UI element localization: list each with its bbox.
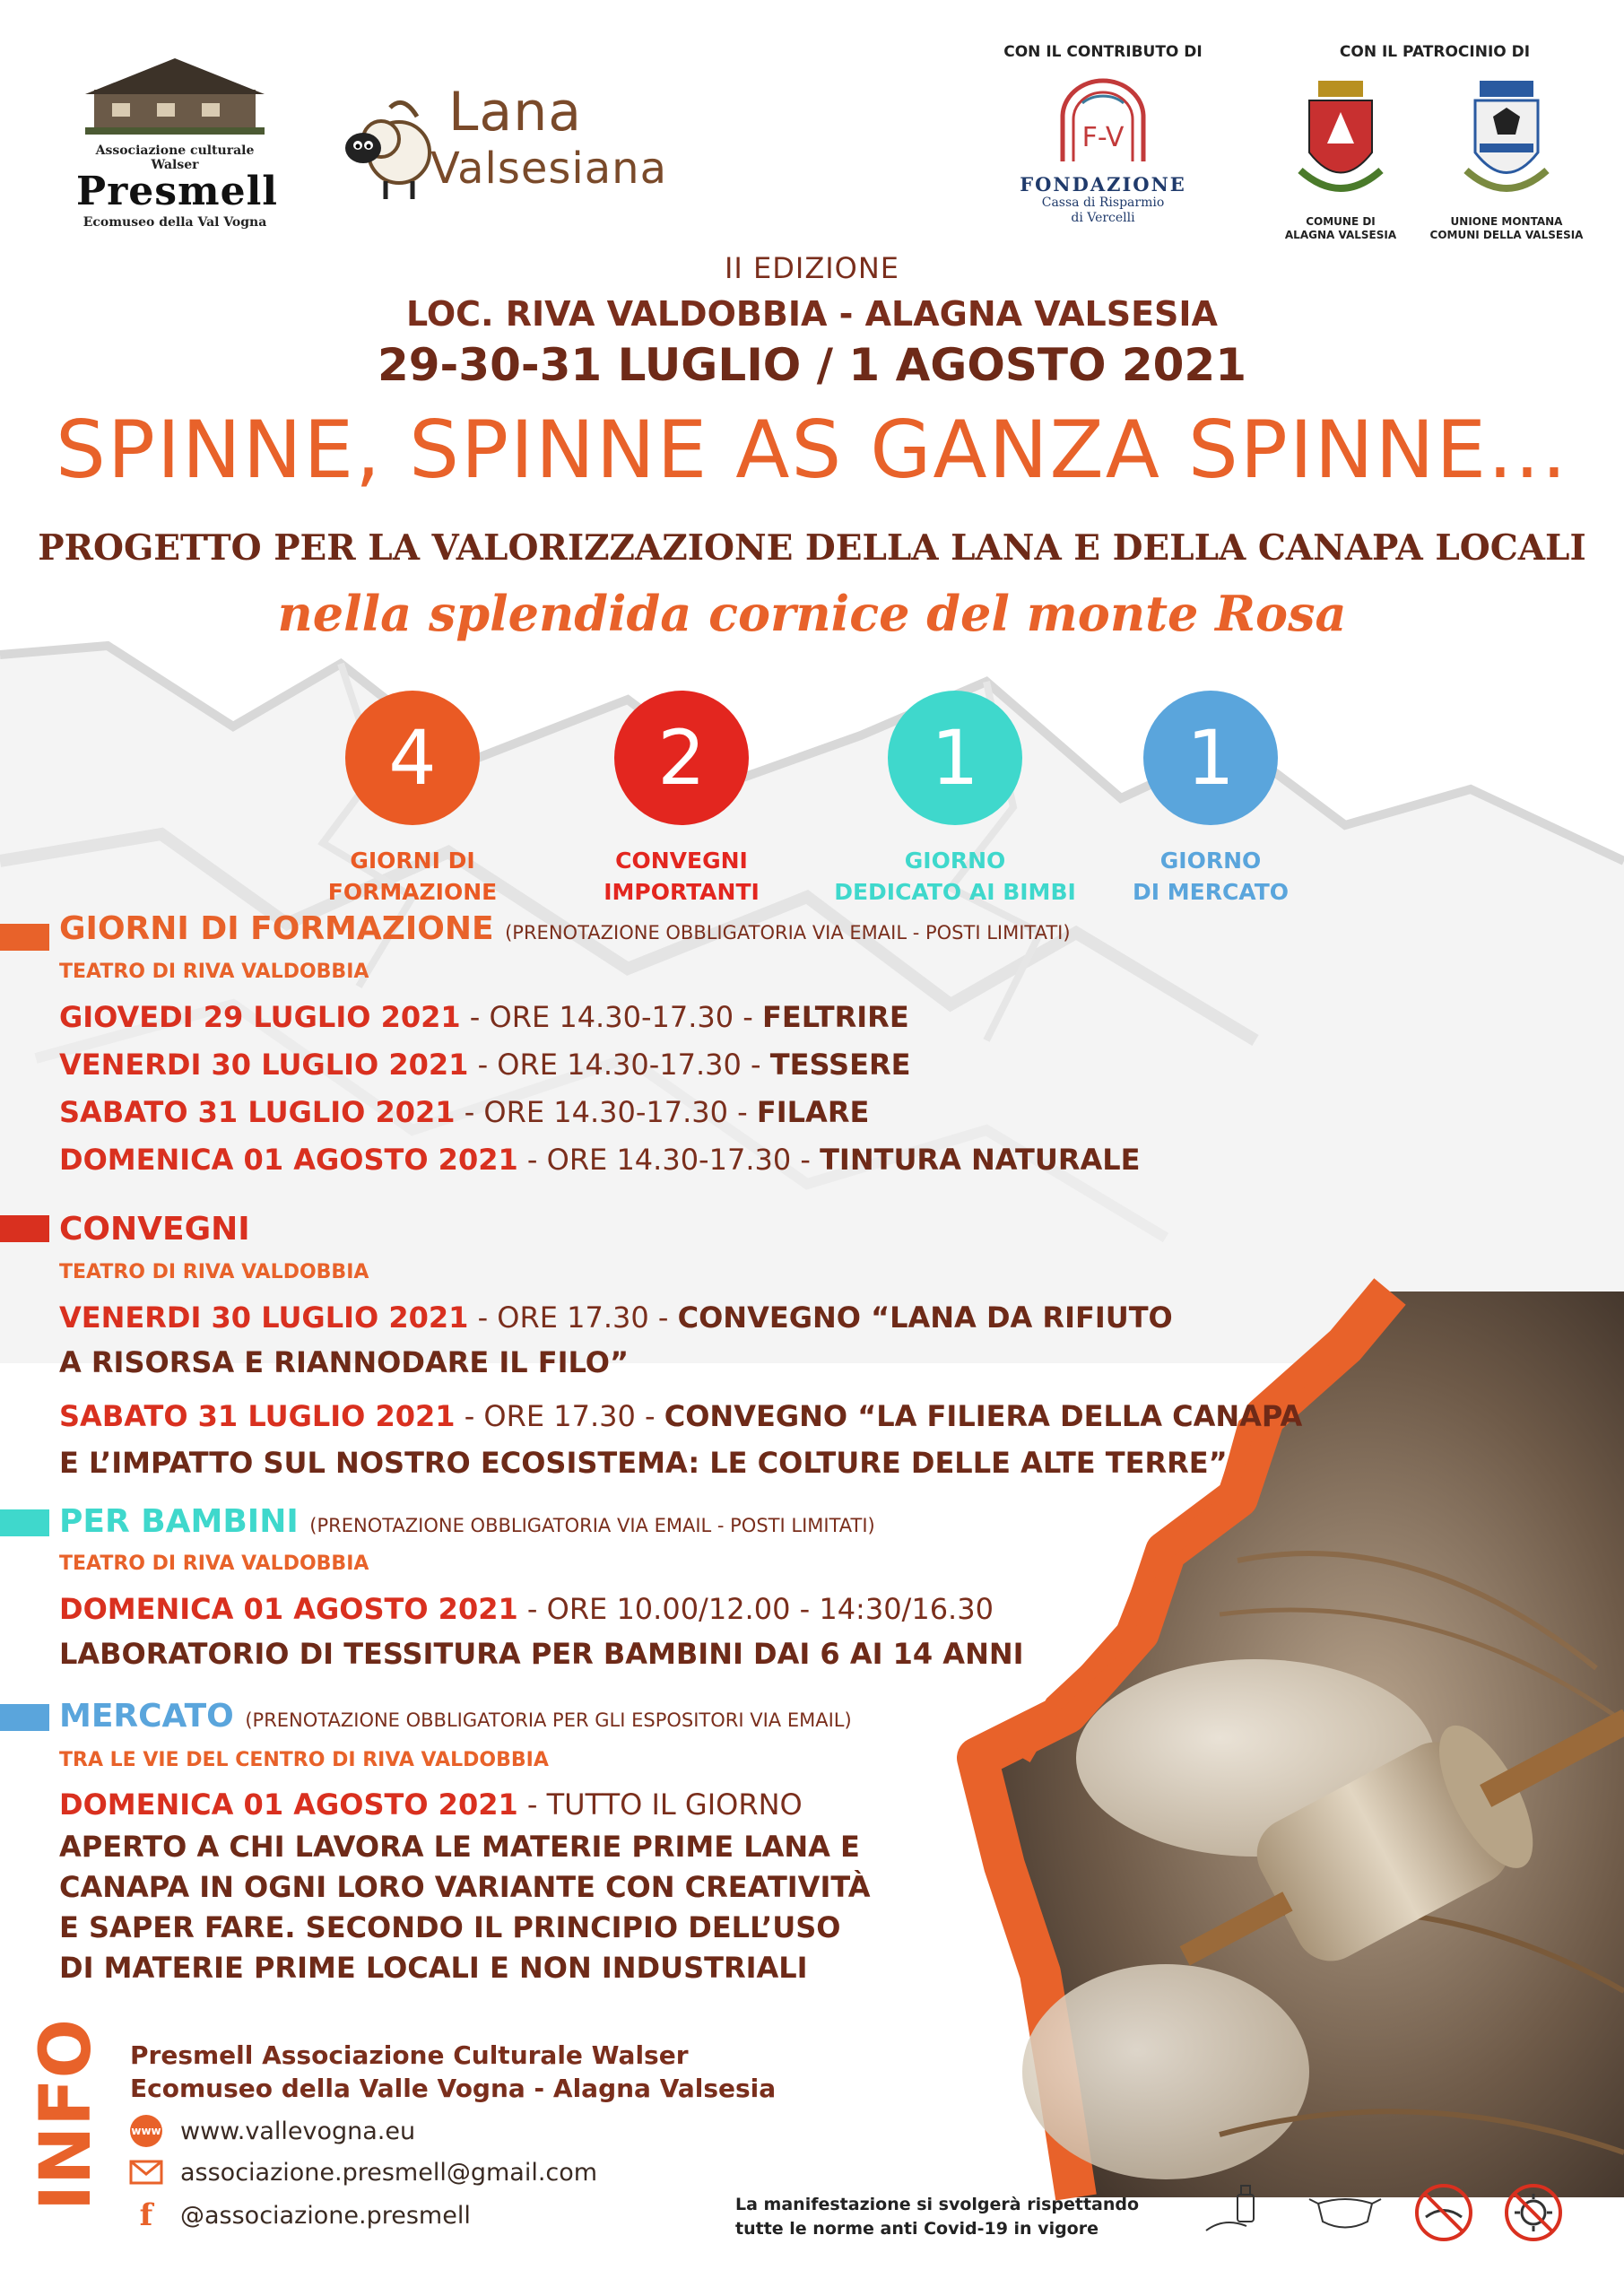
section-title-formazione: GIORNI DI FORMAZIONE (PRENOTAZIONE OBBLIGATORIA VIA EMAIL - POSTI LIMITATI) [59,910,1071,947]
svg-text:INFO: INFO [26,2019,107,2211]
lana-valsesiana-logo [336,81,667,215]
covid-note: La manifestazione si svolgerà rispettando tutte le norme anti Covid-19 in vigore [735,2195,1140,2239]
mask-icon [1309,2199,1381,2228]
lana-text: Lana [448,81,582,144]
comune-line2: ALAGNA VALSESIA [1284,229,1397,241]
stat-number: 4 [345,691,480,825]
unione-line2: COMUNI DELLA VALSESIA [1429,229,1584,241]
section-title-bambini: PER BAMBINI (PRENOTAZIONE OBBLIGATORIA VIA EMAIL - POSTI LIMITATI) [59,1503,875,1540]
contributo-label: CON IL CONTRIBUTO DI [1003,43,1203,61]
stat-formazione [305,691,520,908]
fondazione-arch-icon [1054,76,1152,166]
stat-label: CONVEGNI IMPORTANTI [604,848,760,905]
comune-alagna-logo [1264,81,1417,242]
unione-line1: UNIONE MONTANA [1450,215,1563,228]
bambini-note: (PRENOTAZIONE OBBLIGATORIA VIA EMAIL - POSTI LIMITATI) [309,1515,875,1536]
section-bar-mercato [0,1704,49,1731]
convegno-item-cont: E L’IMPATTO SUL NOSTRO ECOSISTEMA: LE COLTURE DELLE ALTE TERRE” [59,1446,1228,1480]
project-subtitle: PROGETTO PER LA VALORIZZAZIONE DELLA LANA E DELLA CANAPA LOCALI [38,527,1586,569]
info-organizer: Presmell Associazione Culturale Walser [130,2040,689,2070]
patrocinio-label: CON IL PATROCINIO DI [1339,43,1531,61]
info-label [26,2019,108,2215]
section-title-convegni: CONVEGNI [59,1211,250,1248]
info-organizer-sub: Ecomuseo della Valle Vogna - Alagna Valsesia [130,2074,777,2103]
globe-icon: www [130,2115,162,2147]
coat-of-arms-icon [1291,81,1390,206]
stat-label: GIORNO DEDICATO AI BIMBI [834,848,1076,905]
section-title-mercato: MERCATO (PRENOTAZIONE OBBLIGATORIA PER GLI ESPOSITORI VIA EMAIL) [59,1698,852,1735]
stat-number: 1 [1143,691,1278,825]
fondazione-sub2: di Vercelli [1071,210,1135,225]
bambini-item: DOMENICA 01 AGOSTO 2021 - ORE 10.00/12.00 - 14:30/16.30 [59,1592,994,1626]
covid-icons [1202,2181,1578,2244]
email-icon [130,2156,162,2188]
fondazione-name: FONDAZIONE [1020,173,1186,196]
formazione-item: SABATO 31 LUGLIO 2021 - ORE 14.30-17.30 - FILARE [59,1095,870,1129]
event-title: SPINNE, SPINNE AS GANZA SPINNE... [56,404,1568,496]
fondazione-mark: F-V [1081,122,1125,153]
mercato-note: (PRENOTAZIONE OBBLIGATORIA PER GLI ESPOSITORI VIA EMAIL) [245,1709,852,1731]
convegno-item: SABATO 31 LUGLIO 2021 - ORE 17.30 - CONVEGNO “LA FILIERA DELLA CANAPA [59,1399,1303,1433]
mercato-desc-line: CANAPA IN OGNI LORO VARIANTE CON CREATIVITÀ [59,1870,871,1904]
presmell-sub: Ecomuseo della Val Vogna [83,215,267,230]
convegni-place: TEATRO DI RIVA VALDOBBIA [59,1261,369,1283]
stat-mercato [1103,691,1318,908]
sheep-icon [336,99,444,206]
presmell-assoc: Associazione culturale Walser [95,144,255,172]
stat-number: 2 [614,691,749,825]
fondazione-sub1: Cassa di Risparmio [1041,196,1165,210]
monte-rosa-tagline: nella splendida cornice del monte Rosa [277,585,1347,642]
event-location: LOC. RIVA VALDOBBIA - ALAGNA VALSESIA [406,294,1218,334]
formazione-item: DOMENICA 01 AGOSTO 2021 - ORE 14.30-17.30 - TINTURA NATURALE [59,1143,1141,1177]
facebook-icon: f [139,2197,153,2233]
section-bar-bambini [0,1509,49,1536]
mercato-item: DOMENICA 01 AGOSTO 2021 - TUTTO IL GIORNO [59,1787,803,1822]
formazione-item: GIOVEDI 29 LUGLIO 2021 - ORE 14.30-17.30 - FELTRIRE [59,1000,909,1034]
website-link[interactable]: www.vallevogna.eu [180,2117,416,2145]
no-handshake-icon [1417,2186,1471,2239]
info-facebook[interactable] [130,2199,471,2231]
mercato-place: TRA LE VIE DEL CENTRO DI RIVA VALDOBBIA [59,1749,549,1771]
bambini-desc: LABORATORIO DI TESSITURA PER BAMBINI DAI 6 AI 14 ANNI [59,1637,1024,1671]
formazione-note: (PRENOTAZIONE OBBLIGATORIA VIA EMAIL - POSTI LIMITATI) [505,922,1071,944]
formazione-item: VENERDI 30 LUGLIO 2021 - ORE 14.30-17.30 - TESSERE [59,1048,911,1082]
mercato-desc-line: E SAPER FARE. SECONDO IL PRINCIPIO DELL’USO [59,1910,841,1944]
facebook-link[interactable]: @associazione.presmell [180,2201,471,2230]
stat-number: 1 [888,691,1022,825]
no-virus-icon [1507,2186,1560,2239]
section-bar-convegni [0,1215,49,1242]
stat-label: GIORNO DI MERCATO [1132,848,1290,905]
convegno-item-cont: A RISORSA E RIANNODARE IL FILO” [59,1345,630,1379]
formazione-place: TEATRO DI RIVA VALDOBBIA [59,961,369,983]
convegno-item: VENERDI 30 LUGLIO 2021 - ORE 17.30 - CONVEGNO “LANA DA RIFIUTO [59,1300,1173,1335]
stat-bimbi [798,691,1112,908]
stat-label: GIORNI DI FORMAZIONE [327,848,498,905]
comune-line1: COMUNE DI [1306,215,1376,228]
presmell-logo [76,54,279,230]
house-icon [85,54,265,135]
valsesiana-text: Valsesiana [430,144,667,194]
edition-label: II EDIZIONE [724,251,900,285]
info-website[interactable] [130,2115,415,2147]
info-email[interactable] [130,2156,597,2188]
mercato-desc-line: APERTO A CHI LAVORA LE MATERIE PRIME LANA E [59,1830,860,1864]
sanitizer-icon [1206,2186,1254,2231]
stat-convegni [574,691,789,908]
presmell-name: Presmell [76,169,279,214]
email-link[interactable]: associazione.presmell@gmail.com [180,2158,598,2187]
fondazione-logo [1004,76,1202,238]
event-dates: 29-30-31 LUGLIO / 1 AGOSTO 2021 [377,339,1247,391]
unione-montana-logo [1421,81,1592,242]
mercato-desc-line: DI MATERIE PRIME LOCALI E NON INDUSTRIALI [59,1951,808,1985]
bambini-place: TEATRO DI RIVA VALDOBBIA [59,1552,369,1575]
coat-of-arms-icon [1457,81,1556,206]
section-bar-formazione [0,924,49,951]
